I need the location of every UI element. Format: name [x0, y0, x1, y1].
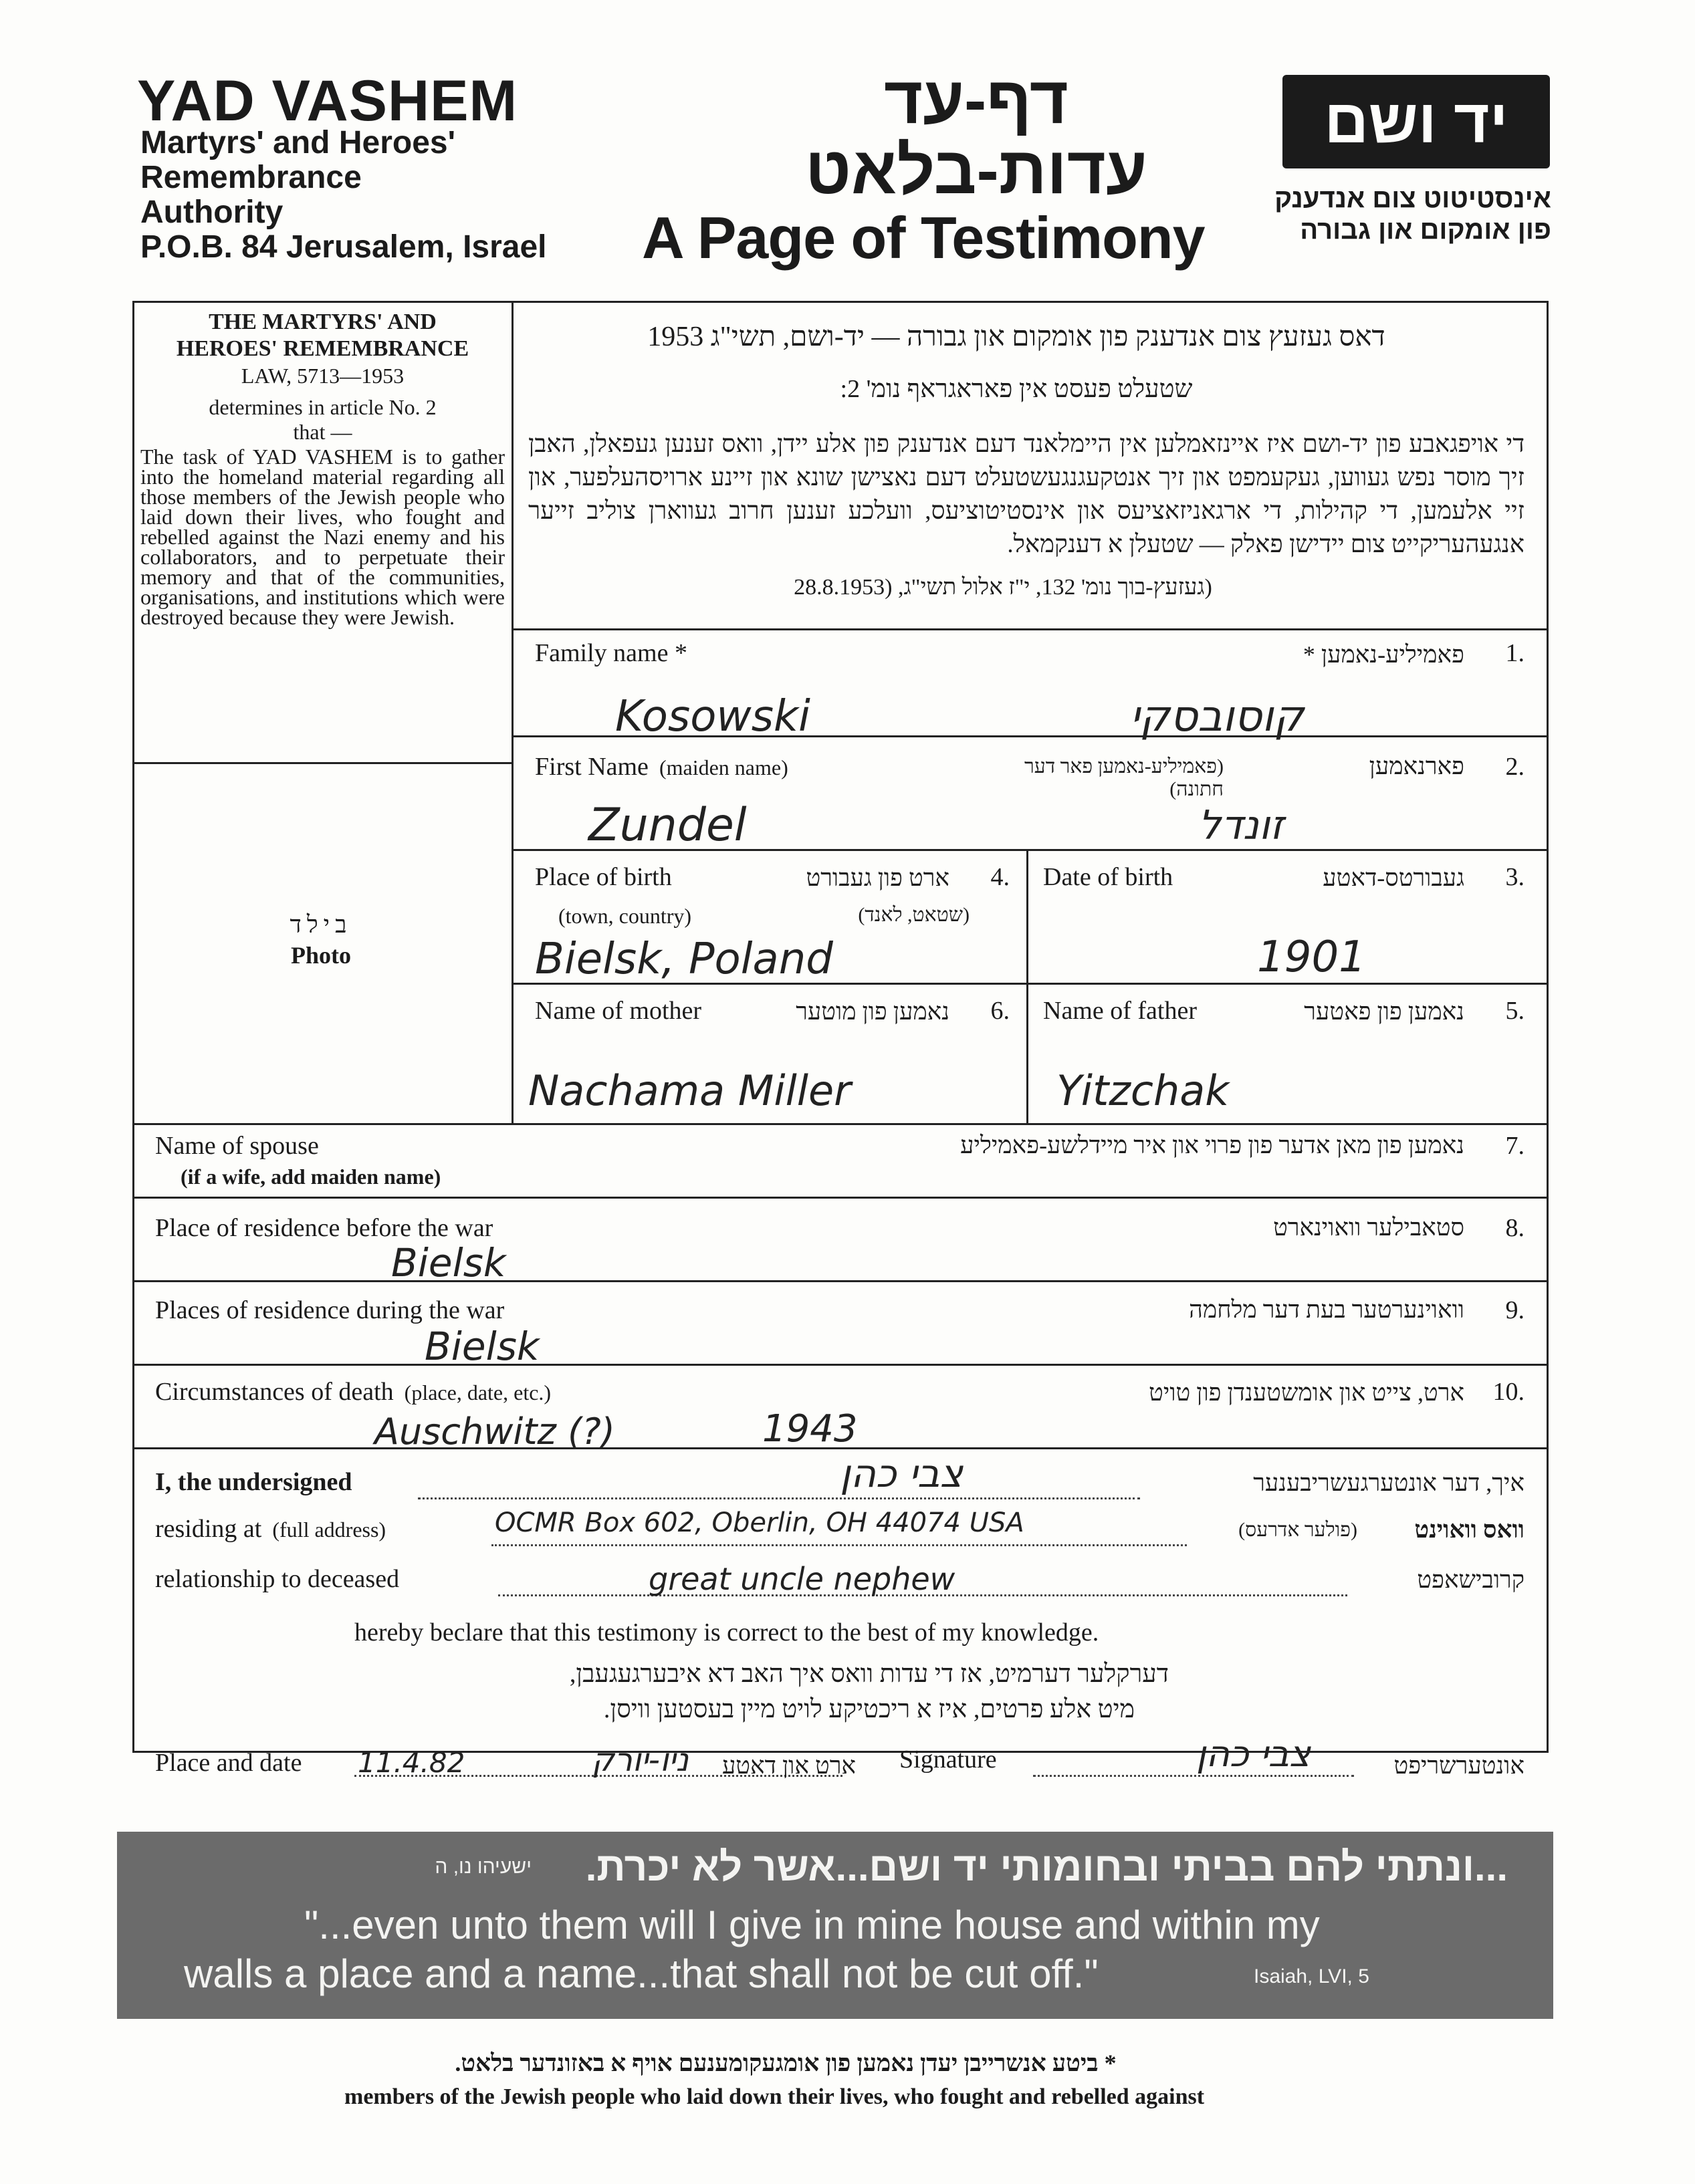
f3-handwritten[interactable]: 1901 — [1257, 933, 1366, 982]
f3-label: Date of birth — [1043, 863, 1173, 891]
residing-label-yiddish-sub: (פולער אדרעס) — [1238, 1519, 1357, 1541]
banner-english-1: "...even unto them will I give in mine house and within my — [304, 1903, 1320, 1947]
relation-label: relationship to deceased — [155, 1565, 400, 1593]
english-title: A Page of Testimony — [642, 205, 1205, 271]
f7-label: Name of spouse — [155, 1132, 319, 1160]
f8-label: Place of residence before the war — [155, 1214, 493, 1242]
f9-handwritten[interactable]: Bielsk — [425, 1324, 540, 1369]
residing-label-sub: (full address) — [272, 1518, 386, 1542]
undersigned-handwritten[interactable]: צבי כהן — [840, 1451, 963, 1496]
f10-handwritten-year[interactable]: 1943 — [762, 1407, 858, 1451]
f10-label: Circumstances of death — [155, 1378, 394, 1406]
f5-label: Name of father — [1043, 997, 1197, 1025]
f4-label: Place of birth — [535, 863, 672, 891]
undersigned-line — [418, 1497, 1140, 1499]
signature-label: Signature — [899, 1745, 997, 1774]
f4-label-yiddish: ארט פון געבורט — [806, 864, 949, 891]
f7-label-yiddish: נאמען פון מאן אדער פון פרוי און איר מיידלשע-פאמיליע — [960, 1132, 1464, 1159]
yiddish-law-line2: שטעלט פעסט אין פאראגראף נומ' 2: — [840, 375, 1193, 403]
f6-handwritten[interactable]: Nachama Miller — [528, 1066, 851, 1115]
f6-label: Name of mother — [535, 997, 702, 1025]
f4-handwritten[interactable]: Bielsk, Poland — [535, 935, 833, 984]
f2-handwritten-en[interactable]: Zundel — [588, 799, 747, 852]
photo-label: Photo — [291, 942, 351, 969]
undersigned-label: I, the undersigned — [155, 1468, 352, 1496]
f5-label-yiddish: נאמען פון פאטער — [1304, 998, 1464, 1025]
yiddish-title-2: עדות-בלאט — [805, 133, 1147, 208]
declaration-yiddish-2: מיט אלע פרטים, איז א ריכטיקע לויט מיין בעסטען וויסן. — [603, 1695, 1135, 1723]
f5-number: 5. — [1505, 997, 1524, 1025]
relation-label-yiddish: קרובישאפט — [1417, 1566, 1524, 1593]
residing-label-yiddish: וואס וואוינט — [1414, 1516, 1524, 1543]
f7-top-rule — [132, 1123, 1549, 1125]
law-title-1: THE MARTYRS' AND — [209, 310, 437, 334]
f8-number: 8. — [1505, 1214, 1524, 1242]
f3-number: 3. — [1505, 863, 1524, 891]
f1-handwritten-he[interactable]: קוסובסקי — [1129, 692, 1304, 741]
f10-label-group — [155, 1377, 551, 1407]
f10-label-yiddish: ארט, צייט און אומשטענדן פון טויט — [1149, 1379, 1464, 1406]
footer-english: members of the Jewish people who laid down their lives, who fought and rebelled against — [344, 2084, 1205, 2109]
f1-top-rule — [512, 628, 1549, 630]
f10-handwritten-place[interactable]: Auschwitz (?) — [374, 1411, 615, 1453]
undersigned-label-yiddish: איך, דער אונטערגעשריבענער — [1253, 1469, 1524, 1496]
f1-handwritten-en[interactable]: Kosowski — [615, 692, 810, 741]
place-date-label-yiddish: ארט און דאטע — [721, 1752, 856, 1779]
place-date-label: Place and date — [155, 1749, 302, 1777]
residing-label: residing at — [155, 1515, 262, 1543]
declaration-english: hereby beclare that this testimony is correct to the best of my knowledge. — [354, 1618, 1099, 1647]
photo-hebrew: בילד — [290, 911, 352, 938]
place-date-handwritten-he[interactable]: ניו-יורק — [591, 1741, 689, 1779]
yad-vashem-logo — [1282, 75, 1550, 168]
f7-label-sub: (if a wife, add maiden name) — [181, 1165, 441, 1189]
org-address: P.O.B. 84 Jerusalem, Israel — [140, 229, 547, 265]
f10-label-sub: (place, date, etc.) — [404, 1380, 552, 1405]
logo-text: יד ושם — [1324, 88, 1508, 156]
law-body: The task of YAD VASHEM is to gather into the homeland material regarding all those members of the Jewish people who laid down their lives, who fought and rebelled against the Nazi enemy and his collaborators, and to perpetuate their memory and that of the communities, organisations, and institutions which were destroyed because they were Jewish. — [140, 445, 505, 629]
org-name-line2: Remembrance — [140, 160, 362, 195]
law-title-2: HEROES' REMEMBRANCE — [176, 336, 469, 361]
f2-label-yiddish-sub: (פאמיליע-נאמען פאר דער חתונה) — [1024, 755, 1224, 800]
yiddish-title-1: דף-עד — [883, 63, 1069, 138]
banner-hebrew-ref: ישעיהו נו, ה — [435, 1856, 532, 1878]
banner-hebrew: ...ונתתי להם בביתי ובחומותי יד ושם...אשר לא יכרת. — [585, 1844, 1508, 1889]
banner-english-2: walls a place and a name...that shall not be cut off." — [184, 1951, 1099, 1996]
banner-english-ref: Isaiah, LVI, 5 — [1254, 1965, 1369, 1987]
org-name-line3: Authority — [140, 195, 284, 230]
f1-label: Family name * — [535, 639, 687, 667]
f6-number: 6. — [990, 997, 1010, 1025]
f8-top-rule — [132, 1197, 1549, 1199]
f9-top-rule — [132, 1280, 1549, 1282]
f10-number: 10. — [1492, 1378, 1524, 1406]
declaration-yiddish-1: דערקלער דערמיט, אז די עדות וואס איך האב דא איבערגעגעבן, — [569, 1660, 1169, 1688]
f9-label-yiddish: וואוינערטער בעת דער מלחמה — [1189, 1296, 1464, 1323]
law-column-divider — [512, 301, 514, 1123]
f3-f4-divider — [1026, 849, 1028, 1123]
org-name-line1: Martyrs' and Heroes' — [140, 125, 455, 160]
f2-handwritten-he[interactable]: זונדל — [1198, 802, 1284, 849]
signature-line — [1033, 1775, 1354, 1777]
org-title: YAD VASHEM — [137, 69, 518, 133]
law-intro-2: that — — [293, 420, 352, 444]
yiddish-law-line1: דאס געזעץ צום אנדענק פון אומקום און גבורה — יד-ושם, תשי"ג 1953 — [647, 322, 1385, 352]
f6-label-yiddish: נאמען פון מוטער — [796, 998, 949, 1025]
quote-banner — [117, 1832, 1553, 2019]
f5-handwritten[interactable]: Yitzchak — [1056, 1066, 1230, 1115]
f7-number: 7. — [1505, 1132, 1524, 1160]
residing-line — [491, 1544, 1187, 1546]
law-title-3: LAW, 5713—1953 — [241, 364, 405, 388]
law-intro-1: determines in article No. 2 — [209, 395, 437, 419]
f9-number: 9. — [1505, 1296, 1524, 1324]
f2-label-sub: (maiden name) — [659, 755, 788, 779]
signature-handwritten[interactable]: צבי כהן — [1196, 1733, 1311, 1775]
f1-label-yiddish: פאמיליע-נאמען * — [1303, 641, 1464, 668]
logo-subtitle-2: פון אומקום און גבורה — [1300, 215, 1551, 245]
f4-label-sub: (town, country) — [558, 904, 692, 928]
f10-top-rule — [132, 1364, 1549, 1366]
yiddish-law-citation: (געזעץ-בוך נומ' 132, י"ז אלול תשי"ג, (28.8.1953 — [794, 575, 1212, 600]
f4-label-yiddish-sub: (שטאט, לאנד) — [858, 904, 970, 926]
law-box-bottom — [132, 762, 514, 764]
relation-handwritten[interactable]: great uncle nephew — [649, 1561, 955, 1597]
f4-number: 4. — [990, 863, 1010, 891]
f3-label-yiddish: געבורטס-דאטע — [1323, 864, 1464, 891]
residing-label-group — [155, 1514, 386, 1544]
logo-subtitle-1: אינסטיטוט צום אנדענק — [1274, 184, 1551, 213]
footer-yiddish: * ביטע אנשרייבן יעדן נאמען פון אומגעקומענעם אויף א באזונדער בלאט. — [455, 2050, 1117, 2076]
signature-label-yiddish: אונטערשריפט — [1393, 1752, 1524, 1779]
f9-label: Places of residence during the war — [155, 1296, 505, 1324]
place-date-handwritten[interactable]: 11.4.82 — [358, 1746, 465, 1779]
f2-label-group — [535, 752, 788, 781]
f8-label-yiddish: סטאבילער וואוינארט — [1273, 1214, 1464, 1241]
law-box — [140, 309, 505, 627]
f8-handwritten[interactable]: Bielsk — [391, 1240, 506, 1286]
f2-label-yiddish: פארנאמען — [1369, 753, 1464, 779]
f1-number: 1. — [1505, 639, 1524, 667]
f2-number: 2. — [1505, 753, 1524, 781]
f2-label: First Name — [535, 753, 649, 781]
yiddish-law-body: די אויפגאבע פון יד-ושם איז איינזאמלען אין היימלאנד דעם אנדענק פון אלע יידן, וואס זענען געפאלן, האבן זיך מוסר נפש געווען, געקעמפט און זיך אנטקעגנגעשטעלט דעם נאצישן שונא און זיינע ארויסהעלפער, און זיי אלעמען, די קהילות, די ארגאניזאציעס און אינסטיטוציעס, וועלכע זענען חרוב געווארן צוליב זייער אנגעהעריקייט צום יידישן פאלק — שטעלן א דענקמאל. — [528, 431, 1524, 558]
residing-handwritten[interactable]: OCMR Box 602, Oberlin, OH 44074 USA — [495, 1507, 1024, 1538]
